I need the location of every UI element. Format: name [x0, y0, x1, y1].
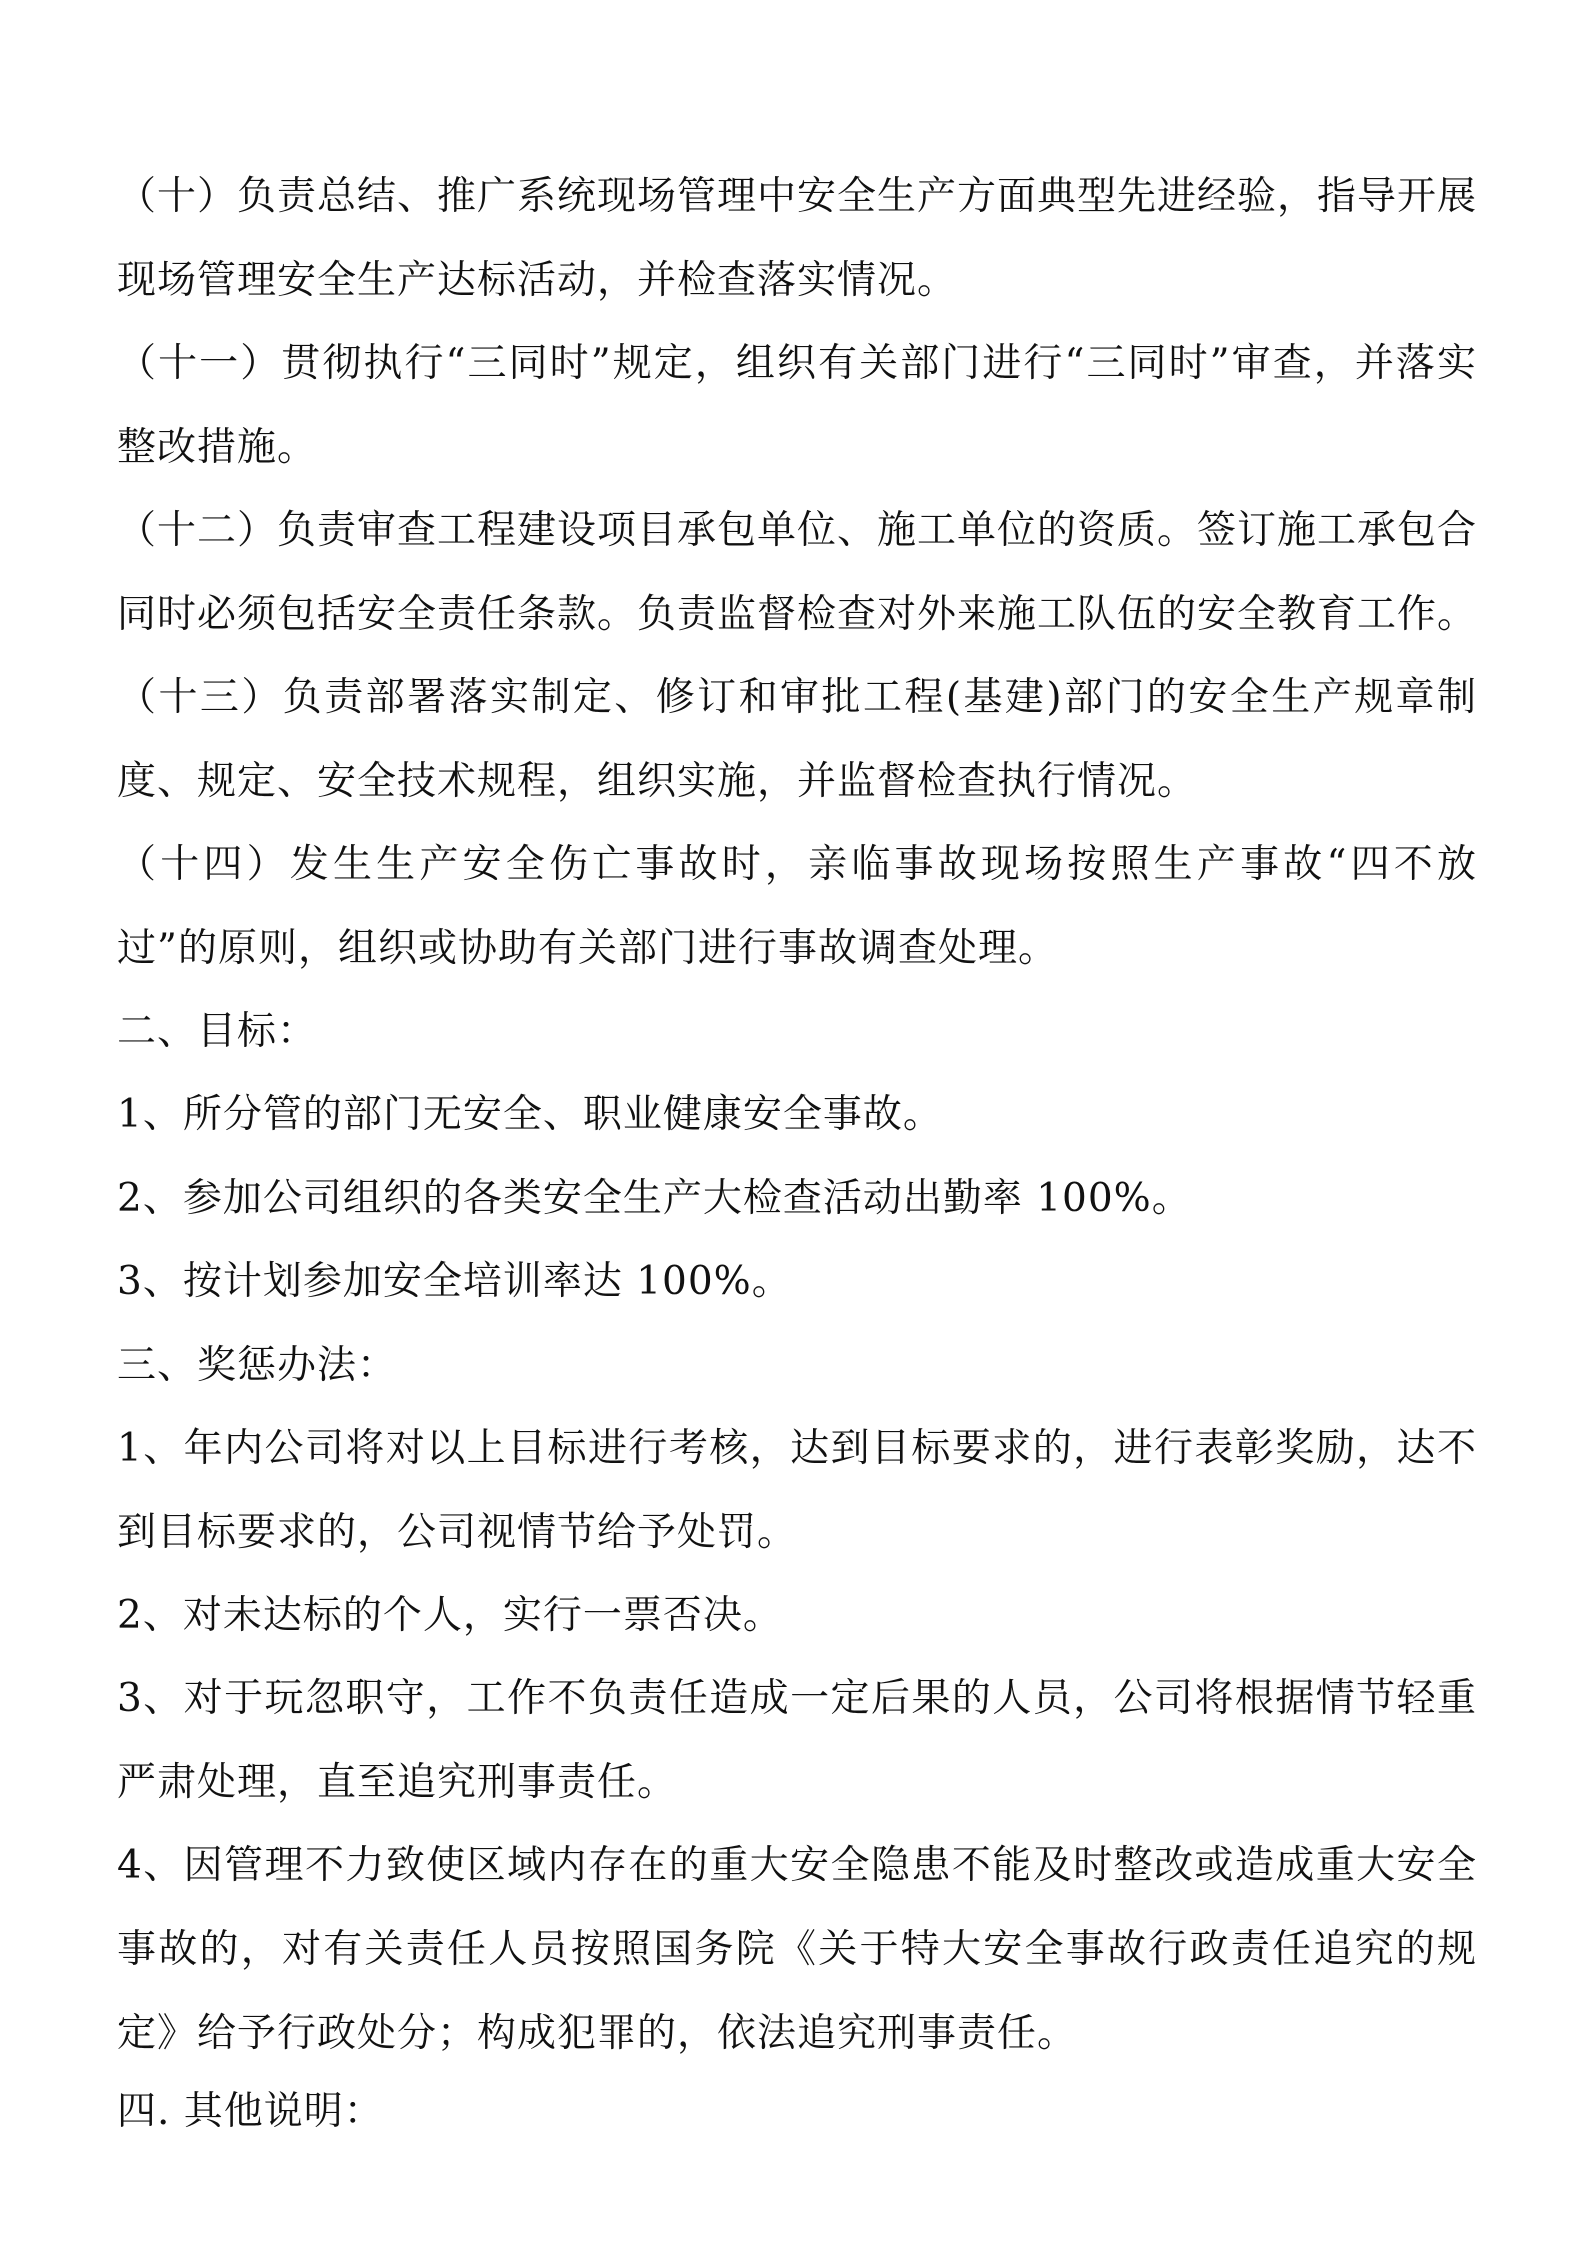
section-heading-rewards-penalties: 三、奖惩办法：	[117, 1343, 398, 1388]
rule-item-2: 2、对未达标的个人，实行一票否决。	[117, 1593, 783, 1638]
paragraph-duty-10: （十）负责总结、推广系统现场管理中安全生产方面典型先进经验，指导开展现场管理安全生产达标活动，并检查落实情况。	[117, 174, 1478, 303]
paragraph-duty-12: （十二）负责审查工程建设项目承包单位、施工单位的资质。签订施工承包合同时必须包括安全责任条款。负责监督检查对外来施工队伍的安全教育工作。	[117, 508, 1478, 637]
rule-item-3: 3、对于玩忽职守，工作不负责任造成一定后果的人员，公司将根据情节轻重严肃处理，直至追究刑事责任。	[117, 1676, 1477, 1805]
section-heading-goals: 二、目标：	[117, 1009, 318, 1054]
rule-item-1: 1、年内公司将对以上目标进行考核，达到目标要求的，进行表彰奖励，达不到目标要求的，公司视情节给予处罚。	[117, 1426, 1477, 1555]
rule-item-4: 4、因管理不力致使区域内存在的重大安全隐患不能及时整改或造成重大安全事故的，对有关责任人员按照国务院《关于特大安全事故行政责任追究的规定》给予行政处分；构成犯罪的，依法追究刑事责任。	[117, 1843, 1477, 2056]
section-heading-other-notes: 四. 其他说明：	[117, 2089, 384, 2134]
goal-item-2: 2、参加公司组织的各类安全生产大检查活动出勤率 100%。	[117, 1176, 1192, 1221]
paragraph-duty-14: （十四）发生生产安全伤亡事故时，亲临事故现场按照生产事故“四不放过”的原则，组织或协助有关部门进行事故调查处理。	[117, 842, 1477, 971]
goal-item-3: 3、按计划参加安全培训率达 100%。	[117, 1259, 792, 1304]
goal-item-1: 1、所分管的部门无安全、职业健康安全事故。	[117, 1092, 943, 1137]
paragraph-duty-13: （十三）负责部署落实制定、修订和审批工程(基建)部门的安全生产规章制度、规定、安全技术规程，组织实施，并监督检查执行情况。	[117, 675, 1477, 804]
paragraph-duty-11: （十一）贯彻执行“三同时”规定，组织有关部门进行“三同时”审查，并落实整改措施。	[117, 341, 1477, 470]
